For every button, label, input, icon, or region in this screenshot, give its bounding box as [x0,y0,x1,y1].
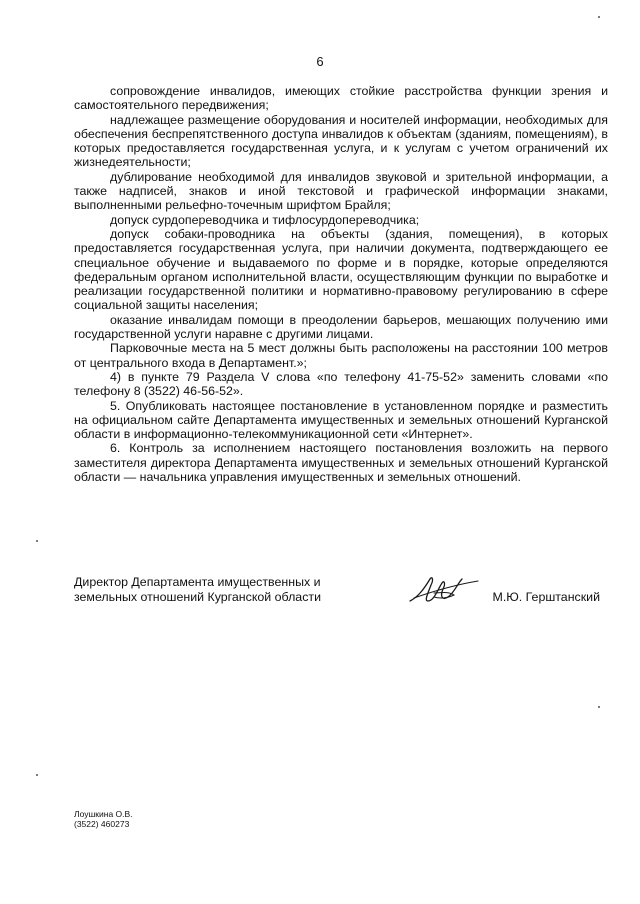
signer-name: М.Ю. Герштанский [492,590,600,604]
paragraph: сопровождение инвалидов, имеющих стойкие расстройства функции зрения и самостоятельного передвижения; [74,84,608,113]
paragraph: оказание инвалидам помощи в преодолении барьеров, мешающих получению ими государственной услуги наравне с другими лицами. [74,312,608,342]
executor-info [74,809,133,829]
scan-speck [36,540,38,542]
paragraph: допуск сурдопереводчика и тифлосурдопереводчика; [110,212,420,227]
paragraph: дублирование необходимой для инвалидов звуковой и зрительной информации, а также надписей, знаков и иной текстовой и графической информации знаками, выполненными рельефно-точечным шрифтом Брайля; [74,169,608,213]
document-body [74,84,608,484]
paragraph: допуск собаки-проводника на объекты (здания, помещения), в которых предоставляется государственная услуга, при наличии документа, подтверждающего ее специальное обучение и выдаваемого по форме и в порядке, которые определяются федеральным органом исполнительной власти, осуществляющим функции по выработке и реализации государственной политики и нормативно-правовому регулированию в сфере социальной защиты населения; [74,226,608,313]
signature-block [74,575,608,615]
scan-speck [598,16,600,18]
signer-title [74,575,374,605]
paragraph: надлежащее размещение оборудования и носителей информации, необходимых для обеспечения беспрепятственного доступа инвалидов к объектам (зданиям, помещениям), в которых предоставляется государственная услуга, и к услугам с учетом ограничений их жизнедеятельности; [74,112,608,170]
executor-name: Лоушкина О.В. [74,809,133,819]
page-number: 6 [316,54,324,69]
executor-phone: (3522) 460273 [74,819,130,829]
paragraph: 6. Контроль за исполнением настоящего постановления возложить на первого заместителя директора Департамента имущественных и земельных отношений Курганской области — начальника управления имущественных и земельных отношений. [74,441,608,485]
signer-title-line: земельных отношений Курганской области [74,590,321,604]
scan-speck [598,706,600,708]
paragraph: Парковочные места на 5 мест должны быть расположены на расстоянии 100 метров от центрального входа в Департамент.»; [74,341,608,370]
paragraph: 5. Опубликовать настоящее постановление в установленном порядке и разместить на официальном сайте Департамента имущественных и земельных отношений Курганской области в информационно-телекоммуникационной сети «Интернет». [74,398,608,442]
scan-speck [36,774,38,776]
signer-title-line: Директор Департамента имущественных и [74,575,321,589]
paragraph: 4) в пункте 79 Раздела V слова «по телефону 41-75-52» заменить словами «по телефону 8 (3522) 46-56-52». [74,369,608,399]
handwritten-signature [404,571,484,611]
